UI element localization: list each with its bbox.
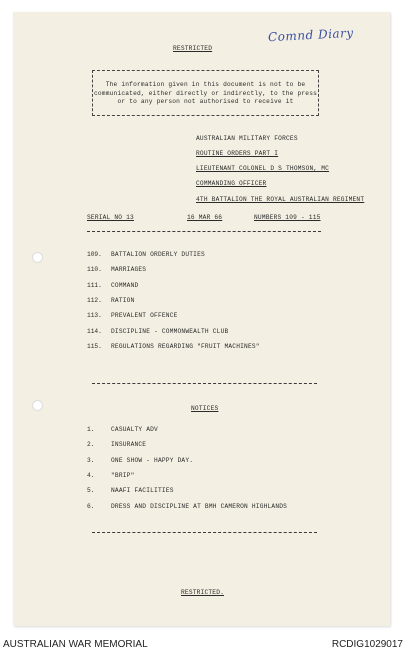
order-date: 16 MAR 66 <box>187 214 223 221</box>
order-item-text: MARRIAGES <box>111 266 147 274</box>
commander-role: COMMANDING OFFICER <box>196 180 267 187</box>
order-item-number: 113. <box>87 312 102 320</box>
divider-bottom <box>92 532 317 533</box>
order-item-number: 109. <box>87 251 102 258</box>
notice-item-number: 5. <box>87 487 95 495</box>
commander-name: LIEUTENANT COLONEL D S THOMSON, MC <box>196 165 330 172</box>
notice-item-text: NAAFI FACILITIES <box>111 487 174 495</box>
order-item-number: 115. <box>87 342 102 350</box>
archive-id: RCDIG1029017 <box>331 639 403 650</box>
archive-name: AUSTRALIAN WAR MEMORIAL <box>3 639 148 650</box>
forces-heading: AUSTRALIAN MILITARY FORCES <box>196 135 298 142</box>
battalion-name: 4TH BATTALION THE ROYAL AUSTRALIAN REGIMENT <box>196 196 365 203</box>
restricted-bottom-label: RESTRICTED. <box>181 589 225 596</box>
notice-item-number: 6. <box>87 502 95 510</box>
serial-number: SERIAL NO 13 <box>87 214 134 221</box>
notice-item-text: ONE SHOW - HAPPY DAY. <box>111 456 194 464</box>
order-item-number: 112. <box>87 296 102 304</box>
notice-box <box>92 70 319 116</box>
order-item-text: COMMAND <box>111 281 139 289</box>
order-item-number: 110. <box>87 266 102 274</box>
punch-hole-lower <box>32 400 43 411</box>
notice-item-number: 3. <box>87 456 95 464</box>
orders-title: ROUTINE ORDERS PART I <box>196 150 279 157</box>
notice-item-text: DRESS AND DISCIPLINE AT BMH CAMERON HIGHLANDS <box>111 502 288 510</box>
order-item-number: 111. <box>87 281 102 289</box>
divider-middle <box>92 383 317 384</box>
notices-title: NOTICES <box>191 405 219 412</box>
notice-item-number: 2. <box>87 441 95 449</box>
order-item-text: REGULATIONS REGARDING "FRUIT MACHINES" <box>111 342 260 350</box>
document-page <box>13 12 390 626</box>
notice-item-text: CASUALTY ADV <box>111 426 158 433</box>
notice-item-text: INSURANCE <box>111 441 147 449</box>
notice-item-number: 4. <box>87 471 95 479</box>
order-item-text: DISCIPLINE - COMMONWEALTH CLUB <box>111 327 229 335</box>
notice-text: The information given in this document is not to be communicated, either directly or indirectly, to the press or to any person not authorised to receive it <box>93 81 318 105</box>
handwritten-note: Comnd Diary <box>267 25 354 45</box>
order-item-number: 114. <box>87 327 102 335</box>
notice-item-text: "BRIP" <box>111 471 135 479</box>
punch-hole-upper <box>32 252 43 263</box>
order-item-text: RATION <box>111 296 135 304</box>
order-numbers: NUMBERS 109 - 115 <box>254 214 321 221</box>
order-item-text: PREVALENT OFFENCE <box>111 312 178 320</box>
order-item-text: BATTALION ORDERLY DUTIES <box>111 251 205 258</box>
divider-top <box>87 231 321 232</box>
restricted-top-label: RESTRICTED <box>173 45 213 52</box>
notice-item-number: 1. <box>87 426 95 433</box>
